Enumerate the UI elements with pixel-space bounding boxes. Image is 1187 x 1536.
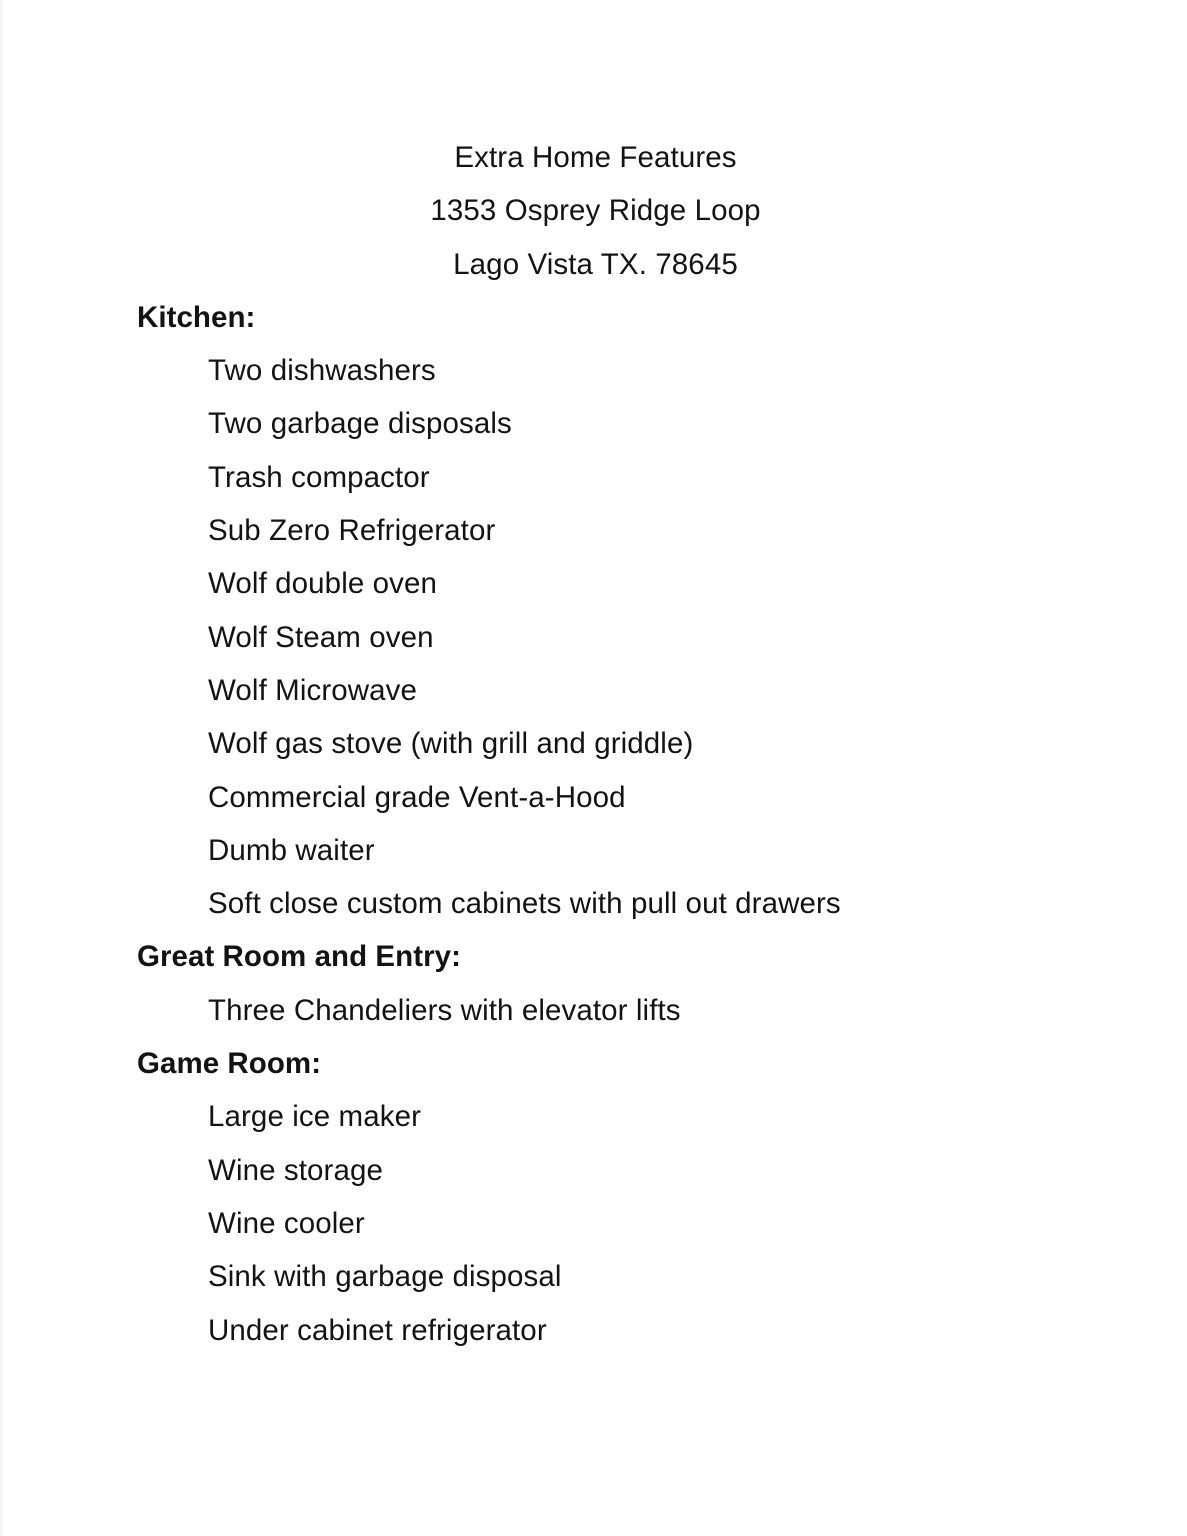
list-item: Wine storage	[208, 1153, 384, 1187]
list-item: Commercial grade Vent-a-Hood	[208, 780, 626, 814]
section-game-room	[0, 1037, 1187, 1357]
section-kitchen	[0, 291, 1187, 931]
document-header	[0, 131, 1187, 291]
property-street-address: 1353 Osprey Ridge Loop	[430, 194, 761, 228]
list-item: Dumb waiter	[208, 833, 375, 867]
list-item: Sub Zero Refrigerator	[208, 514, 496, 548]
document-body	[0, 131, 1187, 1357]
list-item: Wine cooler	[208, 1206, 365, 1240]
document-title: Extra Home Features	[454, 141, 737, 174]
list-item: Wolf double oven	[208, 567, 438, 601]
list-item: Large ice maker	[208, 1100, 422, 1134]
list-item: Three Chandeliers with elevator lifts	[208, 993, 681, 1027]
list-item: Wolf Steam oven	[208, 620, 434, 654]
list-item: Under cabinet refrigerator	[208, 1313, 547, 1347]
list-item: Two garbage disposals	[208, 407, 512, 441]
list-item: Soft close custom cabinets with pull out drawers	[208, 887, 841, 921]
section-great-room-and-entry	[0, 930, 1187, 1037]
list-item: Wolf gas stove (with grill and griddle)	[208, 727, 694, 761]
property-city-state-zip: Lago Vista TX. 78645	[453, 247, 738, 281]
section-heading: Kitchen:	[137, 300, 256, 334]
section-heading: Game Room:	[137, 1047, 322, 1081]
list-item: Wolf Microwave	[208, 673, 418, 707]
list-item: Two dishwashers	[208, 354, 436, 388]
section-heading: Great Room and Entry:	[137, 940, 461, 974]
list-item: Sink with garbage disposal	[208, 1260, 562, 1294]
list-item: Trash compactor	[208, 460, 430, 494]
